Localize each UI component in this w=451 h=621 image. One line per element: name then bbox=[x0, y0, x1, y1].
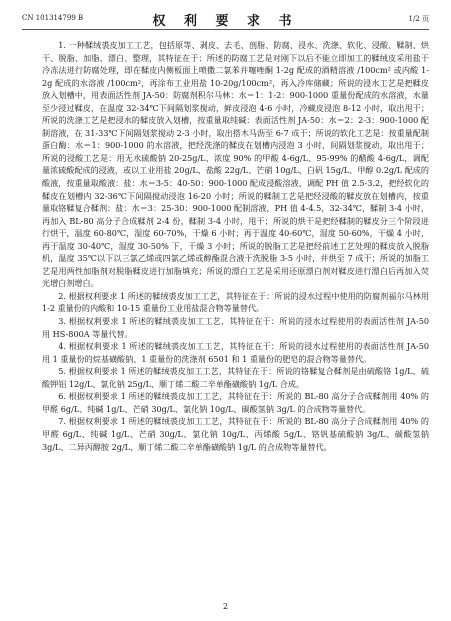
publication-number: CN 101314799 B bbox=[22, 14, 84, 22]
claim-4: 4. 根据权利要求 1 所述的鞣绒裘皮加工工艺，其特征在于：所说的浸水过程使用的表面活性剂 JA-50 用 1 重量份的烷基磺酸钠、1 重量份的洗涤剂 6501 和 1 重量份的肥皂的混合物等量替代。 bbox=[42, 341, 429, 364]
page-indicator: 1/2 页 bbox=[408, 15, 429, 23]
page-header bbox=[22, 9, 429, 30]
claim-6: 6. 根据权利要求 1 所述的鞣绒裘皮加工工艺，其特征在于：所说的 BL-80 高分子合成鞣剂用 40% 的甲醛 6g/L、纯碱 1g/L、芒硝 30g/L、氯化钠 10g/L、碳酸氢钠 3g/L 的合成物等量替代。 bbox=[42, 391, 429, 414]
claims-body bbox=[42, 39, 429, 587]
claim-3: 3. 根据权利要求 1 所述的鞣绒裘皮加工工艺，其特征在于：所说的浸水过程使用的表面活性剂 JA-50 用 HS-800A 等量代替。 bbox=[42, 316, 429, 339]
claim-1: 1. 一种鞣绒裘皮加工工艺，包括原等、剥皮、去毛、剖脂、防腐、浸水、洗涤、软化、浸酸、鞣制、烘干、脱脂、加脂、漂白、整理，其特征在于：所述的防腐工艺是对刚下以后不能立即加工的鞣绒皮采用盐干冷冻法进行防腐处理，即在鞣皮内侧板面上喷撒二氯苯并噻唑酮 1-2g 配成的酒精溶液 /100cm² 或内酸 1-2g 配成的水溶液 /100cm²，再涂布工业用盐 10-20g/100cm²，再入冷库储藏；所说的浸水工艺是把鞣皮放入划槽中，用表面活性剂 JA-50：防腐剂积尔马林：水＝1：1-2：900-1000 重量份配成的水溶液，水量至少浸过鞣皮，在温度 32-34℃下间隔划浆搅动，鲜皮浸泡 4-6 小时，冷藏皮浸泡 8-12 小时，取出甩干；所说的洗涤工艺是把浸水的鞣皮放入划槽，按重量取纯碱：表面活性剂 JA-50：水＝2：2-3：900-1000 配制溶液，在 31-33℃下间隔划浆搅动 2-3 小时，取出搭木马沥至 6-7 成干；所说的软化工艺是：按重量配制蛋白酶：水＝1：900-1000 的水溶液，把经洗涤的鞣皮在划槽内浸泡 3 小时，间隔划浆搅动，取出甩干；所说的浸酸工艺是：用无水硫酸钠 20-25g/L、浓度 90% 的甲酸 4-6g/L、95-99% 的醋酸 4-6g/L，调配量浓硫酸配成的浸液，或以工业用盐 20g/L、盐酸 22g/L、芒硝 10g/L、白矾 15g/L、甲醇 0.2g/L 配成的酸液，按重量取酸液：盐：水＝3-5：40-50：900-1000 配成浸酸溶液，调配 PH 值 2.5-3.2，把经软化的鞣皮在划槽内 32-36℃下间隔搅动浸泡 16-20 小时；所说的鞣制工艺是把经浸酸的鞣皮放在划槽内，按重量取铬鞣复合鞣剂：盐：水＝3：25-30：900-1000 配制溶液，PH 值 4-4.5，32-34℃，鞣制 3-4 小时，再加入 BL-80 高分子合成鞣剂 2-4 份，鞣制 3-4 小时，甩干；所说的烘干是把经鞣制的鞣皮分三个阶段进行烘干，温度 60-80℃，湿度 60-70%，干燥 6 小时；再于温度 40-60℃，湿度 50-60%，干燥 4 小时，再于温度 30-40℃，湿度 30-50% 下，干燥 3 小时；所说的脱脂工艺是把经前述工艺处理的鞣皮放入脱脂机，温度 35℃以下以三氯乙烯或四氯乙烯或醇酯混合液干洗脱脂 3-5 小时，并烘至 7 成干；所说的加脂工艺是用两性加脂剂对脱脂鞣皮进行加脂填充；所说的漂白工艺是采用还原漂白剂对鞣皮进行漂白后再加入荧光增白剂增白。 bbox=[42, 40, 429, 289]
claim-7: 7. 根据权利要求 1 所述的鞣绒裘皮加工工艺，其特征在于：所说的 BL-80 高分子合成鞣剂用 40% 的甲醛 6g/L、纯碱 1g/L、芒硝 30g/L、氯化钠 10g/L、丙烯酸 5g/L、铬钒基硫酸钠 3g/L、碳酸氢钠 3g/L、二异丙醇胺 2g/L、顺丁烯二酸二辛单酯磺酸钠 1g/L 的合成物等量替代。 bbox=[42, 416, 429, 452]
document-title: 权 利 要 求 书 bbox=[152, 14, 299, 29]
claim-2: 2. 根据权利要求 1 所述的鞣绒裘皮加工工艺，其特征在于：所说的浸水过程中使用的防腐剂福尔马林用 1-2 重量份的内酸和 10-15 重量份工业用盐混合物等量替代。 bbox=[42, 290, 429, 314]
claim-5: 5. 根据权利要求 1 所述的鞣绒裘皮加工工艺，其特征在于：所说的铬鞣复合鞣剂是由硫酸铬 1g/L、硫酸钾铝 12g/L、氯化钠 25g/L、顺丁烯二酸二辛单酯磺酸钠 1g/L 合成。 bbox=[42, 366, 429, 389]
page-footer-number: 2 bbox=[222, 602, 229, 611]
